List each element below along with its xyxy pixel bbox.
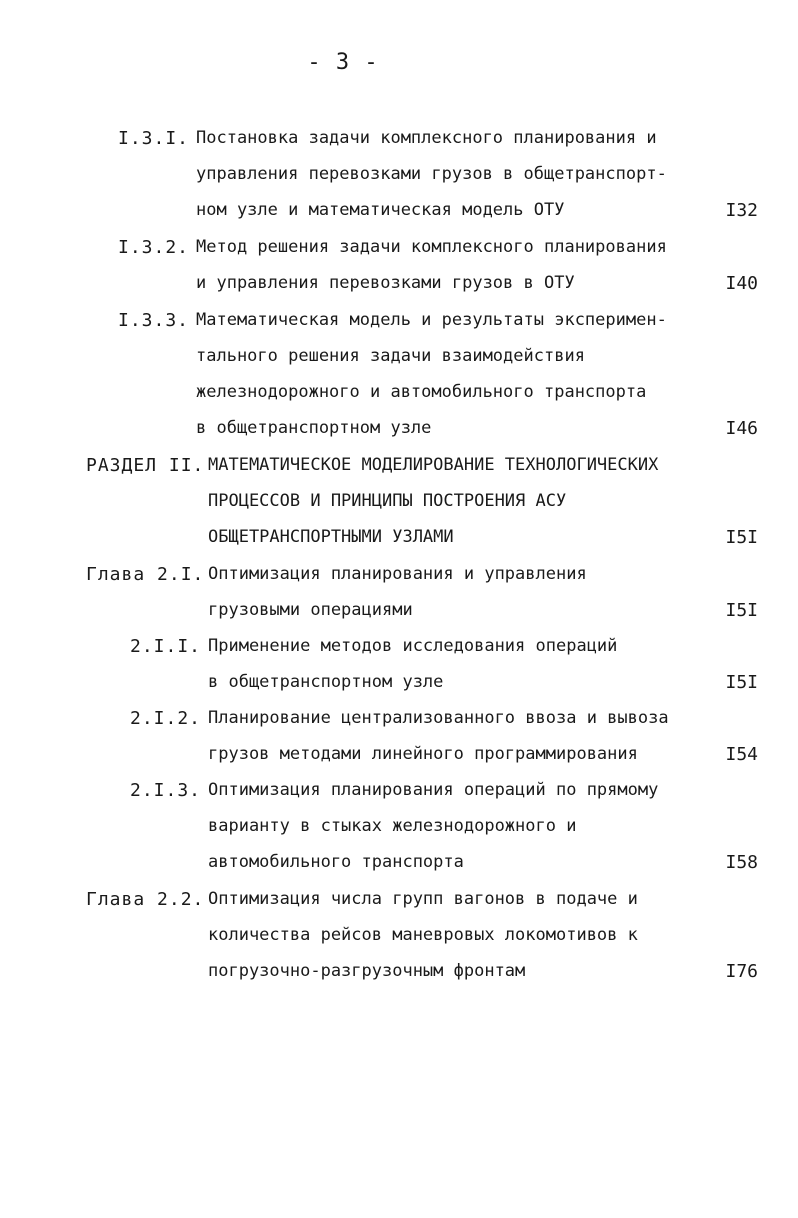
entry-line: Оптимизация планирования и управления <box>208 564 587 584</box>
entry-line: Оптимизация планирования операций по прямому <box>208 780 659 800</box>
entry-line: Математическая модель и результаты эксперимен- <box>196 310 667 330</box>
entry-text <box>196 120 667 228</box>
entry-page: I76 <box>725 961 758 982</box>
entry-number: 2.I.2. <box>130 708 202 729</box>
entry-text <box>208 447 658 555</box>
entry-number: РАЗДЕЛ II. <box>86 455 205 476</box>
entry-page: I32 <box>725 200 758 221</box>
entry-text <box>196 229 667 301</box>
entry-line: ОБЩЕТРАНСПОРТНЫМИ УЗЛАМИ <box>208 527 454 547</box>
entry-line: Планирование централизованного ввоза и вывоза <box>208 708 669 728</box>
entry-line: тального решения задачи взаимодействия <box>196 346 585 366</box>
entry-number: Глава 2.2. <box>86 889 205 910</box>
entry-line: автомобильного транспорта <box>208 852 464 872</box>
entry-text <box>196 302 667 446</box>
entry-page: I5I <box>725 527 758 548</box>
entry-line: управления перевозками грузов в общетранспорт- <box>196 164 667 184</box>
entry-line: Применение методов исследования операций <box>208 636 618 656</box>
entry-number: Глава 2.I. <box>86 564 205 585</box>
entry-line: грузов методами линейного программирования <box>208 744 638 764</box>
entry-line: Метод решения задачи комплексного планирования <box>196 237 667 257</box>
entry-page: I5I <box>725 600 758 621</box>
entry-page: I58 <box>725 852 758 873</box>
page-number: - 3 - <box>307 50 379 75</box>
entry-line: погрузочно-разгрузочным фронтам <box>208 961 526 981</box>
entry-page: I46 <box>725 418 758 439</box>
entry-number: I.3.3. <box>118 310 190 331</box>
entry-line: железнодорожного и автомобильного транспорта <box>196 382 647 402</box>
entry-number: I.3.2. <box>118 237 190 258</box>
entry-line: и управления перевозками грузов в ОТУ <box>196 273 575 293</box>
entry-line: Постановка задачи комплексного планирования и <box>196 128 657 148</box>
entry-number: 2.I.3. <box>130 780 202 801</box>
entry-line: грузовыми операциями <box>208 600 413 620</box>
entry-text <box>208 881 638 989</box>
entry-number: 2.I.I. <box>130 636 202 657</box>
entry-line: МАТЕМАТИЧЕСКОЕ МОДЕЛИРОВАНИЕ ТЕХНОЛОГИЧЕСКИХ <box>208 455 659 475</box>
entry-line: в общетранспортном узле <box>208 672 444 692</box>
entry-text <box>208 772 658 880</box>
entry-line: ном узле и математическая модель ОТУ <box>196 200 565 220</box>
entry-line: варианту в стыках железнодорожного и <box>208 816 577 836</box>
entry-page: I5I <box>725 672 758 693</box>
entry-text <box>208 628 617 700</box>
entry-line: количества рейсов маневровых локомотивов к <box>208 925 638 945</box>
entry-page: I40 <box>725 273 758 294</box>
entry-text <box>208 700 669 772</box>
entry-number: I.3.I. <box>118 128 190 149</box>
entry-line: ПРОЦЕССОВ И ПРИНЦИПЫ ПОСТРОЕНИЯ АСУ <box>208 491 567 511</box>
entry-page: I54 <box>725 744 758 765</box>
entry-text <box>208 556 587 628</box>
entry-line: в общетранспортном узле <box>196 418 432 438</box>
entry-line: Оптимизация числа групп вагонов в подаче и <box>208 889 638 909</box>
